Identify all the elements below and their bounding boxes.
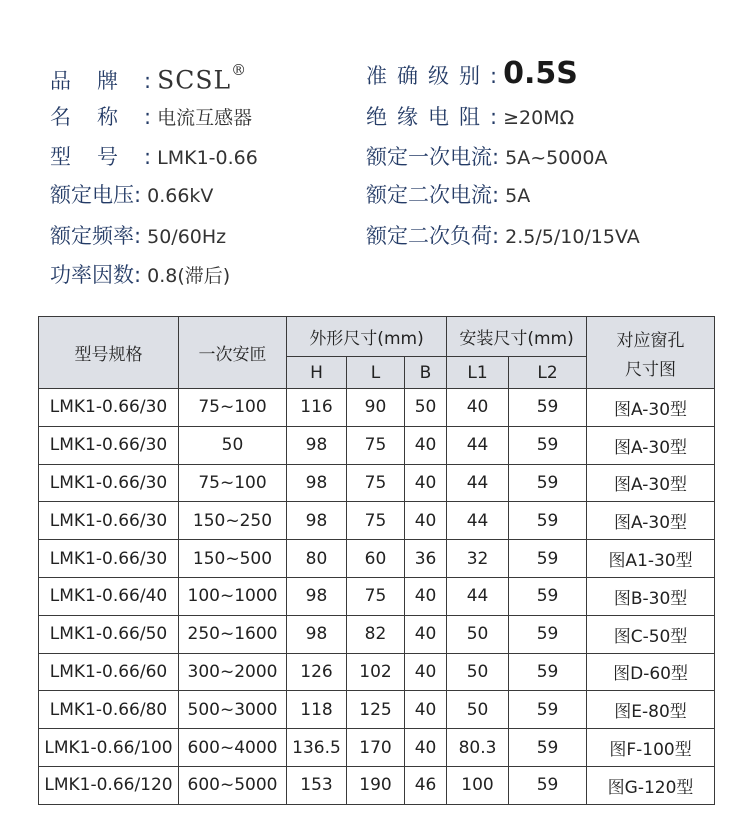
primary-cell: 250~1600 bbox=[179, 615, 287, 653]
l1-cell: 50 bbox=[447, 615, 509, 653]
table-row bbox=[39, 729, 715, 767]
spec-label: 绝缘电阻 bbox=[366, 105, 490, 129]
l2-cell: 59 bbox=[509, 389, 587, 427]
header-B: B bbox=[405, 357, 447, 389]
l2-cell: 59 bbox=[509, 577, 587, 615]
spec-label: 名称 bbox=[50, 105, 144, 129]
spec-colon: : bbox=[492, 224, 500, 248]
l1-cell: 44 bbox=[447, 577, 509, 615]
h-cell: 98 bbox=[287, 426, 347, 464]
model-cell: LMK1-0.66/100 bbox=[39, 729, 179, 767]
spec-value: 50/60Hz bbox=[147, 226, 227, 248]
primary-cell: 600~5000 bbox=[179, 766, 287, 804]
table-row bbox=[39, 464, 715, 502]
spec-power-factor bbox=[50, 257, 230, 293]
spec-rated-secondary-load bbox=[366, 218, 640, 254]
drawing-cell: 图C-50型 bbox=[587, 615, 715, 653]
spec-colon: : bbox=[134, 224, 142, 248]
primary-cell: 75~100 bbox=[179, 389, 287, 427]
b-cell: 40 bbox=[405, 577, 447, 615]
spec-label: 功率因数 bbox=[50, 263, 134, 287]
h-cell: 80 bbox=[287, 540, 347, 578]
spec-label: 准确级别 bbox=[366, 64, 490, 88]
l1-cell: 44 bbox=[447, 426, 509, 464]
l-cell: 75 bbox=[347, 577, 405, 615]
spec-colon: : bbox=[144, 105, 152, 129]
l2-cell: 59 bbox=[509, 540, 587, 578]
table-row bbox=[39, 502, 715, 540]
drawing-cell: 图A-30型 bbox=[587, 464, 715, 502]
spec-accuracy-class bbox=[366, 56, 578, 92]
primary-cell: 100~1000 bbox=[179, 577, 287, 615]
model-cell: LMK1-0.66/50 bbox=[39, 615, 179, 653]
model-cell: LMK1-0.66/30 bbox=[39, 502, 179, 540]
table-row bbox=[39, 389, 715, 427]
spec-colon: : bbox=[492, 145, 500, 169]
header-primary-ampere-turns: 一次安匝 bbox=[179, 317, 287, 389]
primary-cell: 150~250 bbox=[179, 502, 287, 540]
h-cell: 98 bbox=[287, 577, 347, 615]
drawing-cell: 图F-100型 bbox=[587, 729, 715, 767]
spec-colon: : bbox=[490, 64, 498, 88]
l2-cell: 59 bbox=[509, 729, 587, 767]
spec-value: 2.5/5/10/15VA bbox=[505, 226, 640, 248]
header-window-line2: 尺寸图 bbox=[625, 359, 677, 380]
drawing-cell: 图A-30型 bbox=[587, 426, 715, 464]
b-cell: 40 bbox=[405, 653, 447, 691]
l2-cell: 59 bbox=[509, 464, 587, 502]
h-cell: 153 bbox=[287, 766, 347, 804]
spec-colon: : bbox=[490, 105, 498, 129]
l1-cell: 32 bbox=[447, 540, 509, 578]
l-cell: 102 bbox=[347, 653, 405, 691]
h-cell: 136.5 bbox=[287, 729, 347, 767]
b-cell: 36 bbox=[405, 540, 447, 578]
h-cell: 98 bbox=[287, 615, 347, 653]
spec-label: 品牌 bbox=[50, 69, 144, 94]
primary-cell: 300~2000 bbox=[179, 653, 287, 691]
model-cell: LMK1-0.66/30 bbox=[39, 389, 179, 427]
spec-value: 0.66kV bbox=[147, 185, 214, 207]
primary-cell: 500~3000 bbox=[179, 691, 287, 729]
l1-cell: 50 bbox=[447, 653, 509, 691]
brand-value bbox=[157, 56, 247, 98]
table-row bbox=[39, 691, 715, 729]
h-cell: 126 bbox=[287, 653, 347, 691]
brand-name: SCSL bbox=[157, 65, 232, 95]
spec-value: 5A~5000A bbox=[505, 147, 608, 169]
l2-cell: 59 bbox=[509, 766, 587, 804]
spec-colon: : bbox=[492, 183, 500, 207]
l2-cell: 59 bbox=[509, 691, 587, 729]
model-cell: LMK1-0.66/80 bbox=[39, 691, 179, 729]
spec-model bbox=[50, 139, 258, 175]
spec-rated-voltage bbox=[50, 177, 213, 213]
spec-label: 额定电压 bbox=[50, 183, 134, 207]
l1-cell: 40 bbox=[447, 389, 509, 427]
spec-rated-primary-current bbox=[366, 139, 607, 175]
l-cell: 75 bbox=[347, 502, 405, 540]
model-cell: LMK1-0.66/30 bbox=[39, 426, 179, 464]
spec-colon: : bbox=[144, 69, 152, 94]
spec-value: ≥20MΩ bbox=[503, 107, 575, 129]
header-outline-dimensions: 外形尺寸(mm) bbox=[287, 317, 447, 357]
spec-brand bbox=[50, 56, 248, 95]
spec-value: 0.8(滞后) bbox=[147, 265, 231, 287]
l2-cell: 59 bbox=[509, 502, 587, 540]
spec-colon: : bbox=[134, 183, 142, 207]
l1-cell: 44 bbox=[447, 502, 509, 540]
b-cell: 40 bbox=[405, 615, 447, 653]
drawing-cell: 图G-120型 bbox=[587, 766, 715, 804]
b-cell: 40 bbox=[405, 502, 447, 540]
table-body bbox=[39, 389, 715, 805]
spec-rated-secondary-current bbox=[366, 177, 530, 213]
model-cell: LMK1-0.66/40 bbox=[39, 577, 179, 615]
b-cell: 46 bbox=[405, 766, 447, 804]
l1-cell: 50 bbox=[447, 691, 509, 729]
spec-name bbox=[50, 99, 252, 135]
spec-label: 型号 bbox=[50, 145, 144, 169]
primary-cell: 600~4000 bbox=[179, 729, 287, 767]
b-cell: 40 bbox=[405, 729, 447, 767]
header-window-drawing bbox=[587, 317, 715, 389]
spec-rated-frequency bbox=[50, 218, 226, 254]
b-cell: 40 bbox=[405, 464, 447, 502]
spec-sheet bbox=[0, 0, 750, 300]
l1-cell: 80.3 bbox=[447, 729, 509, 767]
model-cell: LMK1-0.66/30 bbox=[39, 464, 179, 502]
dimension-table bbox=[38, 316, 715, 805]
table-row bbox=[39, 615, 715, 653]
model-cell: LMK1-0.66/120 bbox=[39, 766, 179, 804]
l2-cell: 59 bbox=[509, 426, 587, 464]
h-cell: 98 bbox=[287, 502, 347, 540]
spec-label: 额定一次电流 bbox=[366, 145, 492, 169]
drawing-cell: 图A1-30型 bbox=[587, 540, 715, 578]
table-row bbox=[39, 653, 715, 691]
table-row bbox=[39, 577, 715, 615]
header-window-line1: 对应窗孔 bbox=[616, 330, 685, 351]
header-H: H bbox=[287, 357, 347, 389]
primary-cell: 50 bbox=[179, 426, 287, 464]
spec-value: 5A bbox=[505, 185, 531, 207]
spec-label: 额定频率 bbox=[50, 224, 134, 248]
l1-cell: 44 bbox=[447, 464, 509, 502]
l-cell: 190 bbox=[347, 766, 405, 804]
spec-value: 0.5S bbox=[503, 56, 578, 91]
spec-label: 额定二次负荷 bbox=[366, 224, 492, 248]
l2-cell: 59 bbox=[509, 615, 587, 653]
spec-value: 电流互感器 bbox=[157, 107, 253, 129]
l-cell: 125 bbox=[347, 691, 405, 729]
header-row bbox=[39, 317, 715, 357]
header-L1: L1 bbox=[447, 357, 509, 389]
drawing-cell: 图E-80型 bbox=[587, 691, 715, 729]
b-cell: 40 bbox=[405, 426, 447, 464]
table-row bbox=[39, 766, 715, 804]
spec-value: LMK1-0.66 bbox=[157, 147, 258, 169]
h-cell: 116 bbox=[287, 389, 347, 427]
drawing-cell: 图A-30型 bbox=[587, 389, 715, 427]
l1-cell: 100 bbox=[447, 766, 509, 804]
spec-colon: : bbox=[134, 263, 142, 287]
table-row bbox=[39, 426, 715, 464]
spec-colon: : bbox=[144, 145, 152, 169]
h-cell: 118 bbox=[287, 691, 347, 729]
header-L: L bbox=[347, 357, 405, 389]
primary-cell: 150~500 bbox=[179, 540, 287, 578]
l2-cell: 59 bbox=[509, 653, 587, 691]
l-cell: 75 bbox=[347, 426, 405, 464]
header-install-dimensions: 安装尺寸(mm) bbox=[447, 317, 587, 357]
l-cell: 170 bbox=[347, 729, 405, 767]
model-cell: LMK1-0.66/60 bbox=[39, 653, 179, 691]
table-row bbox=[39, 540, 715, 578]
drawing-cell: 图B-30型 bbox=[587, 577, 715, 615]
l-cell: 90 bbox=[347, 389, 405, 427]
header-L2: L2 bbox=[509, 357, 587, 389]
h-cell: 98 bbox=[287, 464, 347, 502]
l-cell: 75 bbox=[347, 464, 405, 502]
drawing-cell: 图A-30型 bbox=[587, 502, 715, 540]
b-cell: 50 bbox=[405, 389, 447, 427]
spec-label: 额定二次电流 bbox=[366, 183, 492, 207]
l-cell: 60 bbox=[347, 540, 405, 578]
model-cell: LMK1-0.66/30 bbox=[39, 540, 179, 578]
primary-cell: 75~100 bbox=[179, 464, 287, 502]
registered-mark: ® bbox=[231, 61, 248, 79]
spec-insulation-resistance bbox=[366, 99, 574, 135]
l-cell: 82 bbox=[347, 615, 405, 653]
header-model: 型号规格 bbox=[39, 317, 179, 389]
drawing-cell: 图D-60型 bbox=[587, 653, 715, 691]
b-cell: 40 bbox=[405, 691, 447, 729]
